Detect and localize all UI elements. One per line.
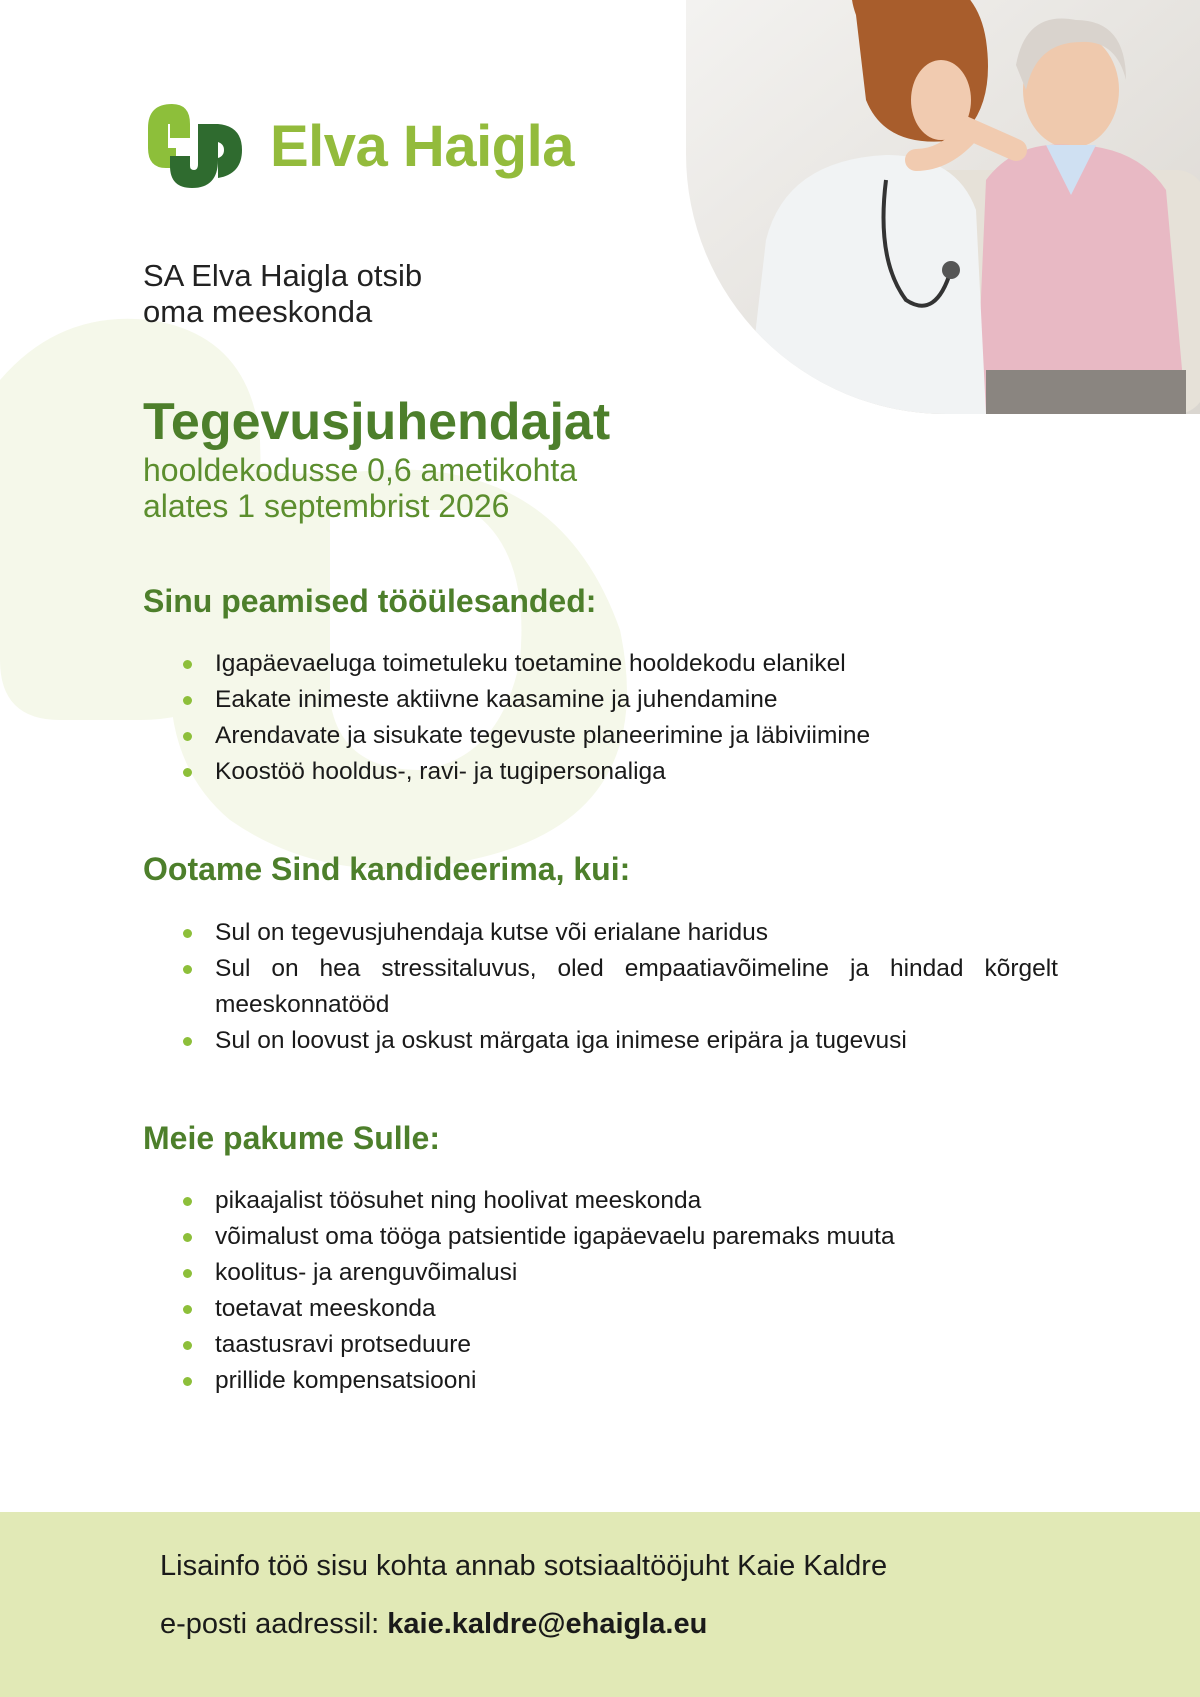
job-ad-content: [143, 258, 1063, 1394]
job-subtitle-2: alates 1 septembrist 2026: [143, 488, 510, 524]
job-title: Tegevusjuhendajat: [143, 393, 611, 451]
job-subtitle-1: hooldekodusse 0,6 ametikohta: [143, 452, 578, 488]
contact-info-text: Lisainfo töö sisu kohta annab sotsiaaltööjuht Kaie Kaldre: [160, 1550, 888, 1582]
list-item: toetavat meeskonda: [143, 1291, 1063, 1327]
elva-haigla-logo: [140, 98, 574, 194]
email-link[interactable]: kaie.kaldre@ehaigla.eu: [387, 1608, 708, 1640]
list-item: Koostöö hooldus-, ravi- ja tugipersonaliga: [143, 754, 1063, 790]
list-item: Sul on hea stressitaluvus, oled empaatiavõimeline ja hindad kõrgelt meeskonnatööd: [143, 951, 1058, 1023]
contact-email-line: [160, 1608, 707, 1641]
list-item: Eakate inimeste aktiivne kaasamine ja juhendamine: [143, 682, 1063, 718]
requirements-list: [143, 915, 1058, 1059]
logo-name: Elva Haigla: [270, 113, 574, 179]
email-label: e-posti aadressil:: [160, 1608, 388, 1640]
list-item: taastusravi protseduure: [143, 1327, 1063, 1363]
list-item: prillide kompensatsiooni: [143, 1363, 1063, 1399]
intro-line-2: oma meeskonda: [143, 294, 373, 329]
contact-footer: [0, 1512, 1200, 1697]
elva-haigla-logo-icon: [140, 98, 250, 194]
list-item: Sul on tegevusjuhendaja kutse või erialane haridus: [143, 915, 1058, 951]
section-heading-offer: Meie pakume Sulle:: [143, 1120, 440, 1156]
list-item: pikaajalist töösuhet ning hoolivat meeskonda: [143, 1183, 1063, 1219]
intro-line-1: SA Elva Haigla otsib: [143, 258, 423, 293]
section-heading-requirements: Ootame Sind kandideerima, kui:: [143, 851, 631, 887]
tasks-list: [143, 646, 1063, 790]
list-item: Arendavate ja sisukate tegevuste planeerimine ja läbiviimine: [143, 718, 1063, 754]
list-item: koolitus- ja arenguvõimalusi: [143, 1255, 1063, 1291]
list-item: Igapäevaeluga toimetuleku toetamine hooldekodu elanikel: [143, 646, 1063, 682]
list-item: võimalust oma tööga patsientide igapäevaelu paremaks muuta: [143, 1219, 1063, 1255]
list-item: Sul on loovust ja oskust märgata iga inimese eripära ja tugevusi: [143, 1023, 1058, 1059]
section-heading-tasks: Sinu peamised tööülesanded:: [143, 583, 597, 619]
offer-list: [143, 1183, 1063, 1399]
